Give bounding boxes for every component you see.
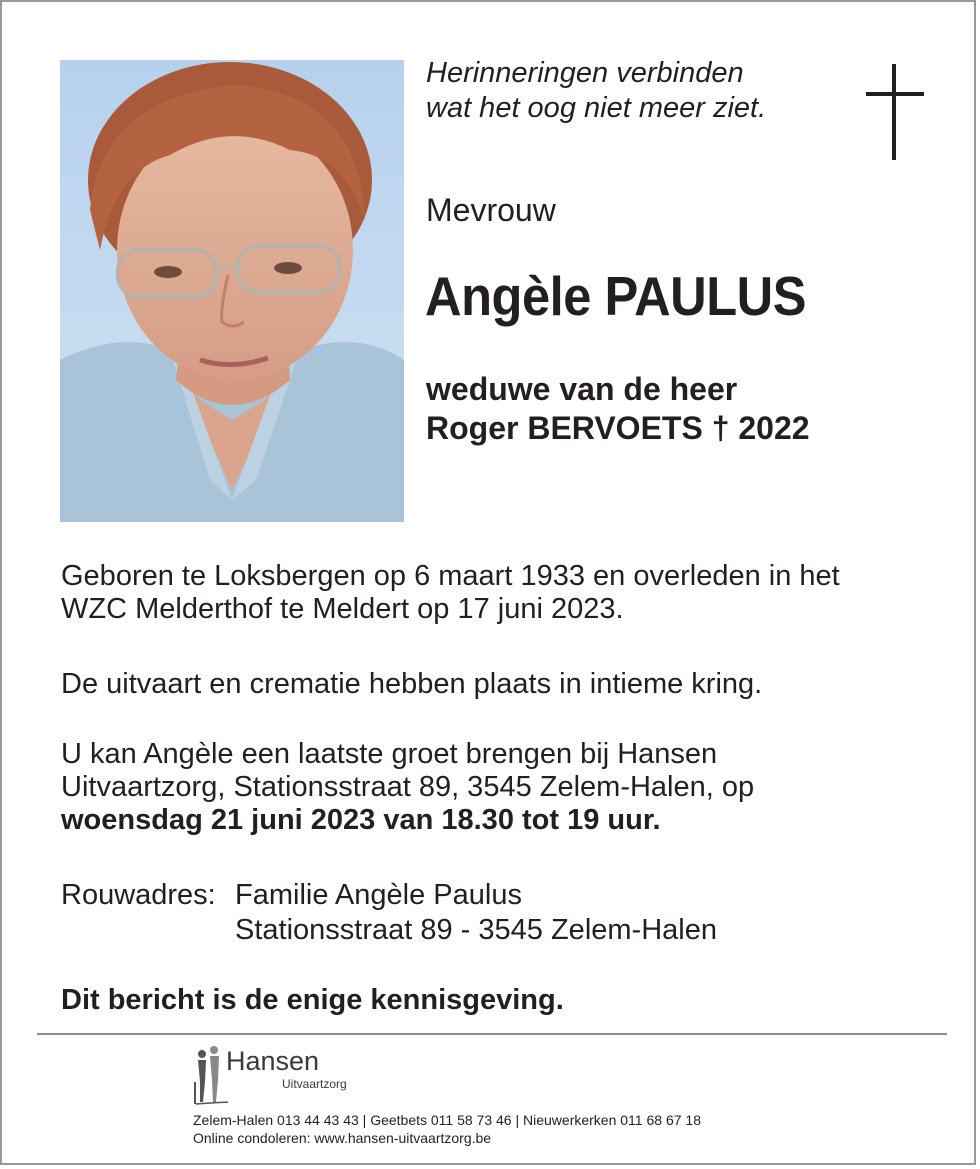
birth-death-line-1: Geboren te Loksbergen op 6 maart 1933 en overleden in het: [61, 560, 840, 592]
funeral-home-logo: [192, 1042, 392, 1108]
birth-death-paragraph: [61, 560, 941, 626]
widow-line-1: weduwe van de heer: [426, 371, 738, 407]
visit-line-2: Uitvaartzorg, Stationsstraat 89, 3545 Zelem-Halen, op: [61, 771, 755, 803]
footer-contact: [193, 1111, 701, 1147]
logo-subtitle: Uitvaartzorg: [282, 1077, 347, 1091]
deceased-name: Angèle PAULUS: [425, 265, 807, 327]
portrait-photo: [60, 60, 404, 522]
widow-of: [426, 370, 810, 448]
address-line-1: Familie Angèle Paulus: [235, 879, 522, 911]
visit-date-time: woensdag 21 juni 2023 van 18.30 tot 19 uur.: [61, 804, 661, 836]
figures-icon: [192, 1042, 228, 1106]
footer-phones: Zelem-Halen 013 44 43 43 | Geetbets 011 58 73 46 | Nieuwerkerken 011 68 67 18: [193, 1112, 701, 1128]
quote-line-2: wat het oog niet meer ziet.: [426, 92, 767, 124]
widow-line-2: Roger BERVOETS † 2022: [426, 410, 810, 446]
divider: [37, 1033, 947, 1035]
salutation: Mevrouw: [426, 192, 556, 228]
notice-text: Dit bericht is de enige kennisgeving.: [61, 984, 564, 1016]
ceremony-paragraph: [61, 668, 941, 701]
address-label: Rouwadres:: [61, 879, 216, 911]
footer-online[interactable]: Online condoleren: www.hansen-uitvaartzorg.be: [193, 1130, 492, 1146]
cross-icon: [866, 64, 924, 160]
logo-name: Hansen: [226, 1046, 320, 1076]
address-line-2: Stationsstraat 89 - 3545 Zelem-Halen: [235, 914, 717, 946]
visit-paragraph: [61, 738, 941, 837]
memorial-quote: [426, 56, 766, 126]
birth-death-line-2: WZC Melderthof te Meldert op 17 juni 2023.: [61, 593, 624, 625]
visit-line-1: U kan Angèle een laatste groet brengen bij Hansen: [61, 738, 718, 770]
ceremony-line: De uitvaart en crematie hebben plaats in intieme kring.: [61, 668, 763, 700]
quote-line-1: Herinneringen verbinden: [426, 57, 744, 89]
